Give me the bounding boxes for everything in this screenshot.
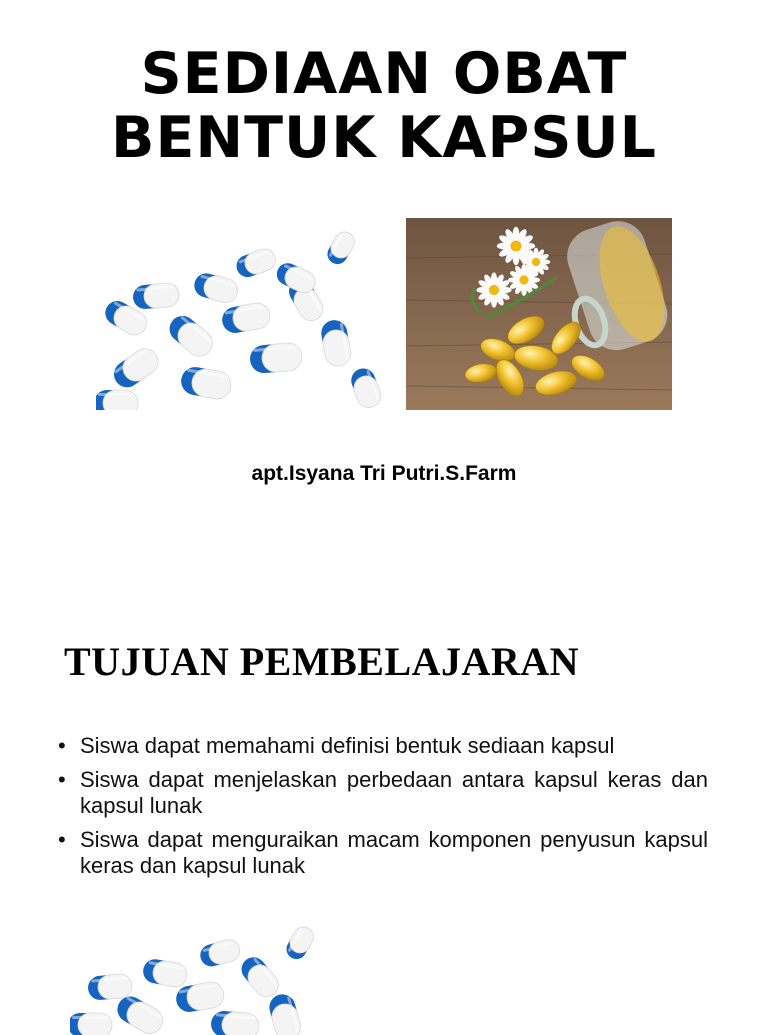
title-line-1: SEDIAAN OBAT	[140, 41, 628, 107]
slide-title	[0, 42, 768, 170]
slide-heading: TUJUAN PEMBELAJARAN	[64, 639, 580, 684]
blue-white-capsules-image-bottom	[70, 925, 340, 1035]
author-name: apt.Isyana Tri Putri.S.Farm	[251, 462, 517, 485]
objectives-slide	[0, 590, 768, 1024]
capsule-icon	[70, 1013, 112, 1035]
list-item: • Siswa dapat memahami definisi bentuk sediaan kapsul	[58, 733, 708, 759]
list-item: • Siswa dapat menjelaskan perbedaan antara kapsul keras dan kapsul lunak	[58, 767, 708, 819]
objectives-list	[58, 733, 708, 887]
blue-white-capsules-image	[96, 218, 386, 410]
capsule-icon	[96, 390, 138, 410]
softgel-capsules-image	[406, 218, 672, 410]
list-item: • Siswa dapat menguraikan macam komponen penyusun kapsul keras dan kapsul lunak	[58, 827, 708, 879]
title-line-2: BENTUK KAPSUL	[111, 105, 657, 171]
